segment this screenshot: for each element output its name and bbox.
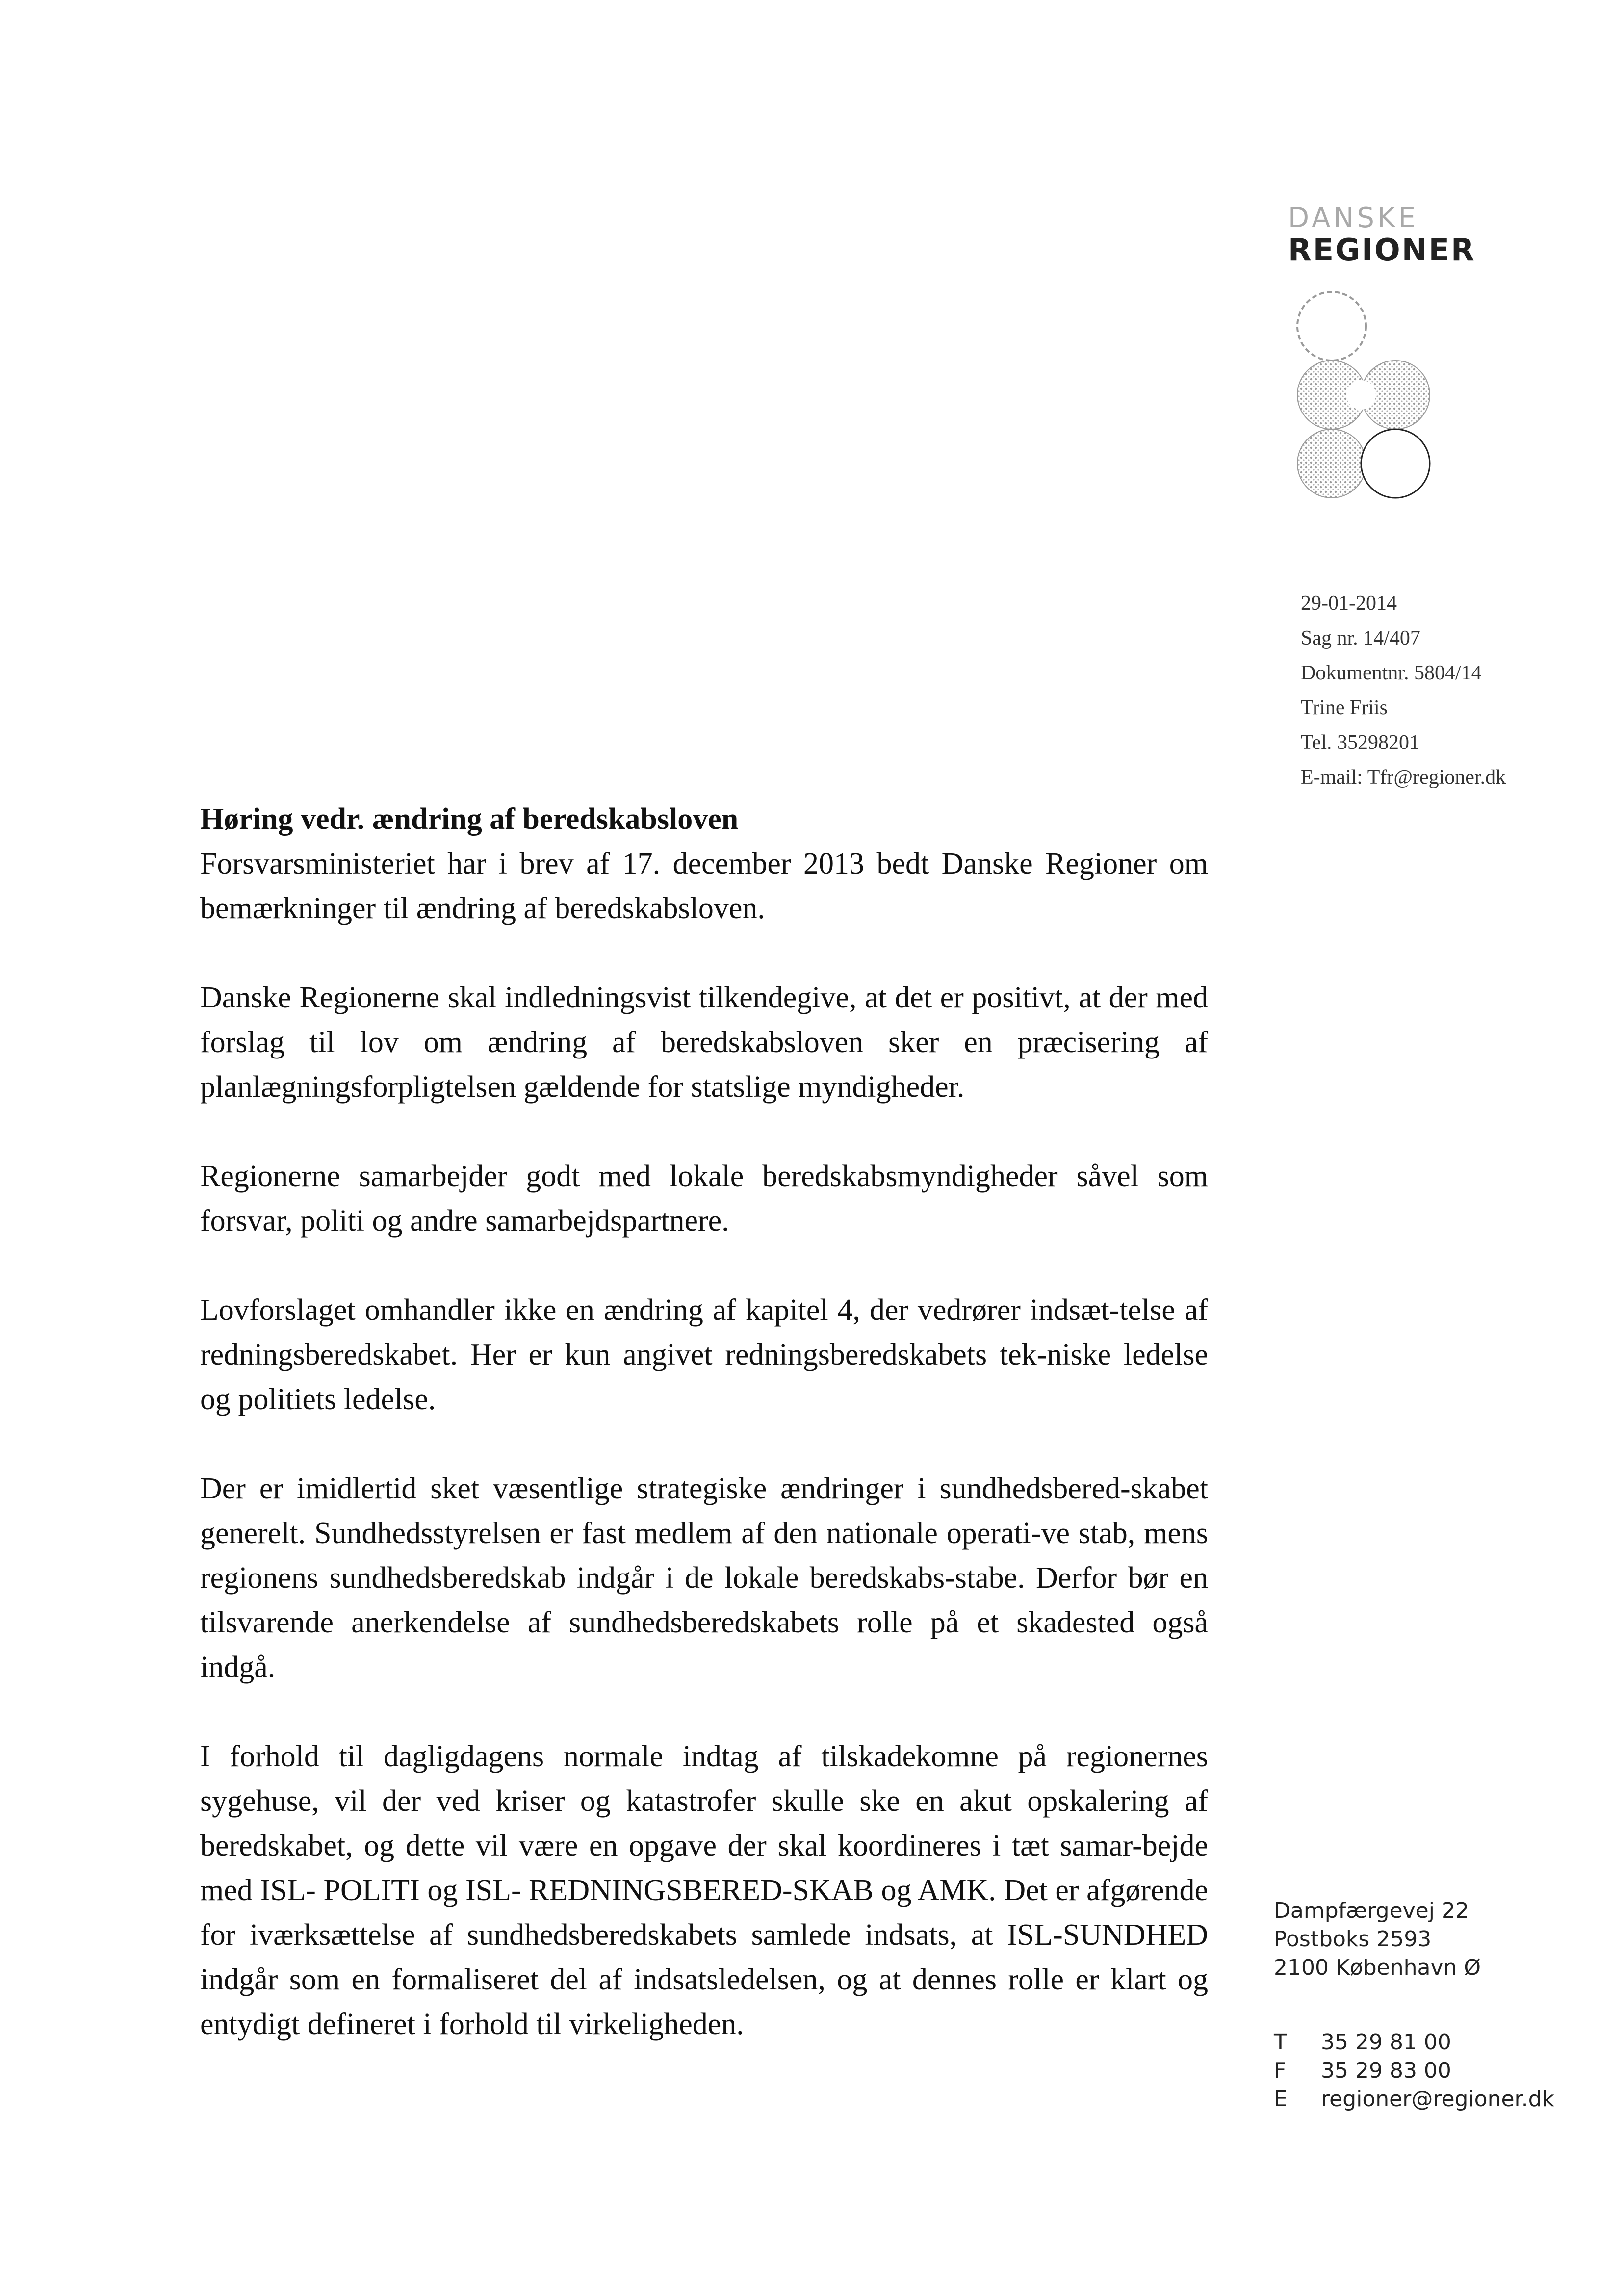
logo-line-2: REGIONER	[1288, 232, 1476, 268]
logo-line-1: DANSKE	[1288, 202, 1418, 234]
letter-body	[200, 797, 1208, 2091]
paragraph: Lovforslaget omhandler ikke en ændring af kapitel 4, der vedrører indsæt-telse af redningsberedskabet. Her er kun angivet redningsberedskabets tek-niske ledelse og politiets ledelse.	[200, 1293, 1208, 1416]
logo-circles-icon	[1275, 280, 1452, 515]
contact-phone-row	[1274, 2028, 1554, 2057]
address-city: 2100 København Ø	[1274, 1955, 1481, 1980]
paragraph: Forsvarsministeriet har i brev af 17. december 2013 bedt Danske Regioner om bemærkninger til ændring af beredskabsloven.	[200, 847, 1208, 925]
contact-fax-row	[1274, 2057, 1554, 2085]
contact-email-row	[1274, 2085, 1554, 2114]
document-metadata	[1301, 586, 1506, 795]
paragraph: Der er imidlertid sket væsentlige strategiske ændringer i sundhedsbered-skabet generelt. Sundhedsstyrelsen er fast medlem af den nationale operati-ve stab, mens regionens sundhedsberedskab indgår i de lokale beredskabs-stabe. Derfor bør en tilsvarende anerkendelse af sundhedsberedskabets rolle på et skadested også indgå.	[200, 1472, 1208, 1684]
meta-email: E-mail: Tfr@regioner.dk	[1301, 766, 1506, 789]
logo	[1288, 202, 1476, 268]
meta-phone: Tel. 35298201	[1301, 731, 1420, 754]
meta-date: 29-01-2014	[1301, 592, 1397, 615]
contact-phone: 35 29 81 00	[1321, 2030, 1451, 2055]
sender-contact	[1274, 2028, 1554, 2114]
contact-fax-key: F	[1274, 2058, 1287, 2083]
sender-address	[1274, 1897, 1481, 1982]
meta-contact-name: Trine Friis	[1301, 697, 1388, 719]
meta-document-number: Dokumentnr. 5804/14	[1301, 662, 1482, 684]
contact-email-key: E	[1274, 2087, 1288, 2112]
contact-email: regioner@regioner.dk	[1321, 2087, 1554, 2112]
meta-case-number: Sag nr. 14/407	[1301, 627, 1420, 649]
letter-heading: Høring vedr. ændring af beredskabsloven	[200, 802, 739, 836]
contact-phone-key: T	[1274, 2030, 1287, 2055]
paragraph: I forhold til dagligdagens normale indtag af tilskadekomne på regionernes sygehuse, vil der ved kriser og katastrofer skulle ske en akut opskalering af beredskabet, og dette vil være en opgave der skal koordineres i tæt samar-bejde med ISL- POLITI og ISL- REDNINGSBERED-SKAB og AMK. Det er afgørende for iværksættelse af sundhedsberedskabets samlede indsats, at ISL-SUNDHED indgår som en formaliseret del af indsatsledelsen, og at dennes rolle er klart og entydigt defineret i forhold til virkeligheden.	[200, 1740, 1208, 2041]
paragraph: Danske Regionerne skal indledningsvist tilkendegive, at det er positivt, at der med forslag til lov om ændring af beredskabsloven sker en præcisering af planlægningsforpligtelsen gældende for statslige myndigheder.	[200, 981, 1208, 1104]
paragraph: Regionerne samarbejder godt med lokale beredskabsmyndigheder såvel som forsvar, politi og andre samarbejdspartnere.	[200, 1160, 1208, 1238]
address-box: Postboks 2593	[1274, 1927, 1432, 1952]
address-street: Dampfærgevej 22	[1274, 1898, 1469, 1923]
contact-fax: 35 29 83 00	[1321, 2058, 1451, 2083]
